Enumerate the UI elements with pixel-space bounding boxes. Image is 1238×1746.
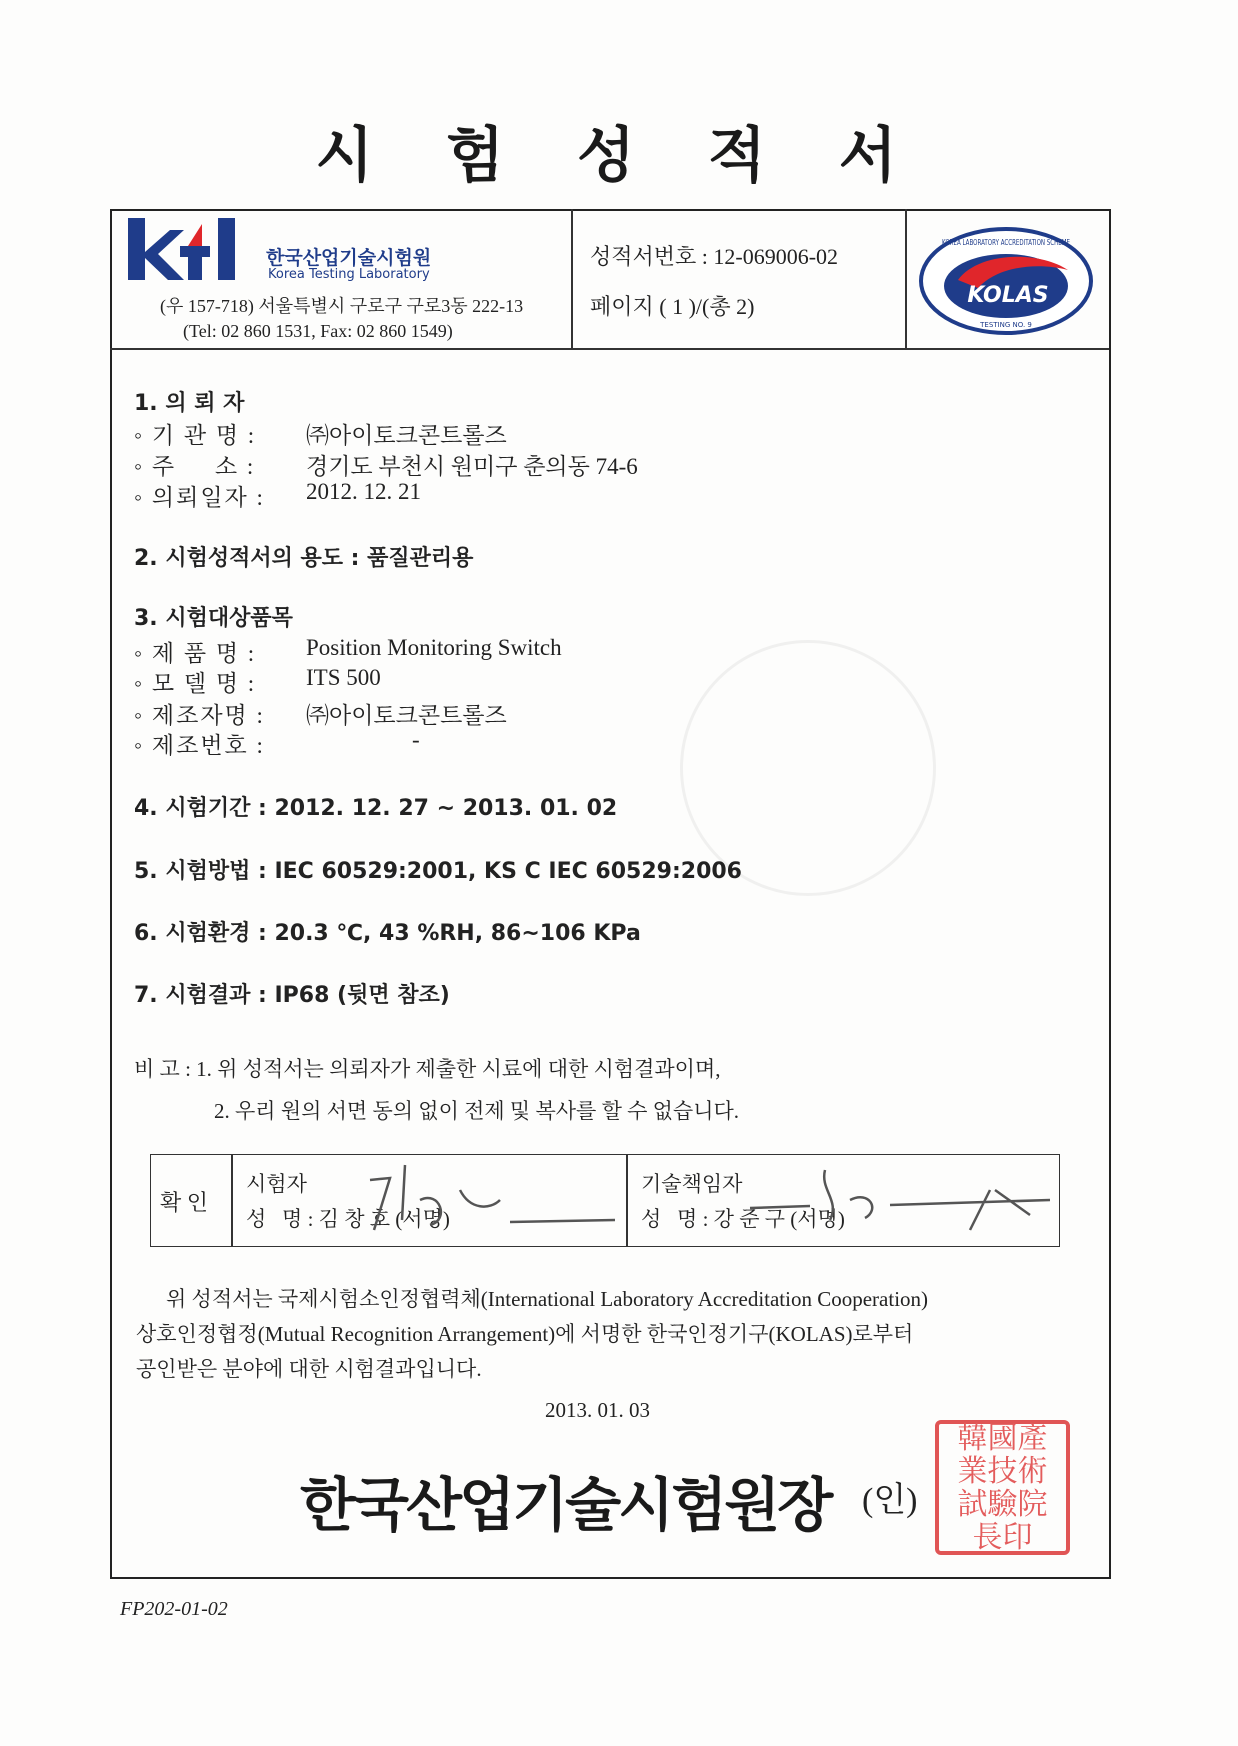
statement-line-1: 위 성적서는 국제시험소인정협력체(International Laboratory Accreditation Cooperation): [166, 1287, 929, 1311]
org-contact: (Tel: 02 860 1531, Fax: 02 860 1549): [183, 321, 453, 341]
client-address: 경기도 부천시 원미구 춘의동 74-6: [306, 454, 638, 479]
kolas-logo: [918, 226, 1094, 341]
org-address: (우 157-718) 서울특별시 구로구 구로3동 222-13: [160, 296, 524, 316]
tester-role: 시험자: [246, 1172, 307, 1196]
header-col-divider: [571, 209, 573, 349]
seal-mark: (인): [862, 1482, 918, 1519]
section-6-environment: 6. 시험환경 : 20.3 ℃, 43 %RH, 86~106 KPa: [134, 921, 641, 946]
model-name: ITS 500: [306, 665, 381, 690]
report-number: [590, 240, 838, 271]
manager-role: 기술책임자: [641, 1172, 743, 1196]
section-7-result: 7. 시험결과 : IP68 (뒷면 참조): [134, 983, 450, 1008]
section-3-heading: 3. 시험대상품목: [134, 606, 293, 631]
statement-line-3: 공인받은 분야에 대한 시험결과입니다.: [136, 1357, 482, 1381]
header-divider: [110, 348, 1109, 350]
manager-name: 성 명 : 강 준 구 (서명): [641, 1207, 845, 1231]
remark-2: 2. 우리 원의 서면 동의 없이 전제 및 복사를 할 수 없습니다.: [214, 1099, 740, 1123]
statement-line-2: 상호인정협정(Mutual Recognition Arrangement)에 서명한 한국인정기구(KOLAS)로부터: [136, 1322, 914, 1346]
field-label: ◦ 모 델 명 :: [134, 671, 257, 696]
report-number-label: 성적서번호 :: [590, 244, 708, 269]
report-number-value: 12-069006-02: [713, 244, 839, 269]
header-col-divider: [905, 209, 907, 349]
section-4-period: 4. 시험기간 : 2012. 12. 27 ~ 2013. 01. 02: [134, 796, 618, 821]
tester-signature: [360, 1160, 620, 1240]
table-divider: [231, 1154, 233, 1247]
section-1-heading: 1. 의 뢰 자: [134, 391, 245, 416]
remark-1: 비 고 : 1. 위 성적서는 의뢰자가 제출한 시료에 대한 시험결과이며,: [134, 1057, 721, 1081]
manufacturer: ㈜아이토크콘트롤즈: [306, 703, 507, 728]
org-name-ko: 한국산업기술시험원: [266, 247, 432, 269]
kolas-arc-text: KOREA LABORATORY ACCREDITATION SCHEME: [942, 238, 1070, 247]
client-name: ㈜아이토크콘트롤즈: [306, 423, 507, 448]
ktl-logo: [126, 216, 251, 287]
section-2-purpose: 2. 시험성적서의 용도 : 품질관리용: [134, 546, 474, 571]
issue-date: 2013. 01. 03: [545, 1398, 650, 1422]
kolas-name: KOLAS: [967, 283, 1049, 308]
org-name-en: Korea Testing Laboratory: [268, 267, 430, 282]
request-date: 2012. 12. 21: [306, 479, 421, 504]
serial-number: -: [412, 727, 420, 752]
document-title: 시 험 성 적 서: [315, 121, 923, 191]
field-label: ◦ 제조번호 :: [134, 733, 265, 758]
field-label: ◦ 주 소 :: [134, 454, 256, 479]
confirm-label: 확 인: [160, 1190, 209, 1215]
kolas-testing-no: TESTING NO. 9: [980, 321, 1032, 329]
page-info: 페이지 ( 1 )/(총 2): [590, 294, 755, 319]
field-label: ◦ 제조자명 :: [134, 703, 265, 728]
product-name: Position Monitoring Switch: [306, 635, 562, 660]
manager-signature: [730, 1160, 1055, 1240]
field-label: ◦ 의뢰일자 :: [134, 485, 265, 510]
field-label: ◦ 제 품 명 :: [134, 641, 257, 666]
field-label: ◦ 기 관 명 :: [134, 423, 257, 448]
tester-name: 성 명 : 김 창 호 (서명): [246, 1207, 450, 1231]
section-5-method: 5. 시험방법 : IEC 60529:2001, KS C IEC 60529:2006: [134, 859, 742, 884]
form-number: FP202-01-02: [120, 1598, 228, 1620]
table-divider: [626, 1154, 628, 1247]
issuer-name: 한국산업기술시험원장: [300, 1471, 831, 1539]
official-seal: 韓國產業技術試驗院長印: [935, 1420, 1070, 1555]
